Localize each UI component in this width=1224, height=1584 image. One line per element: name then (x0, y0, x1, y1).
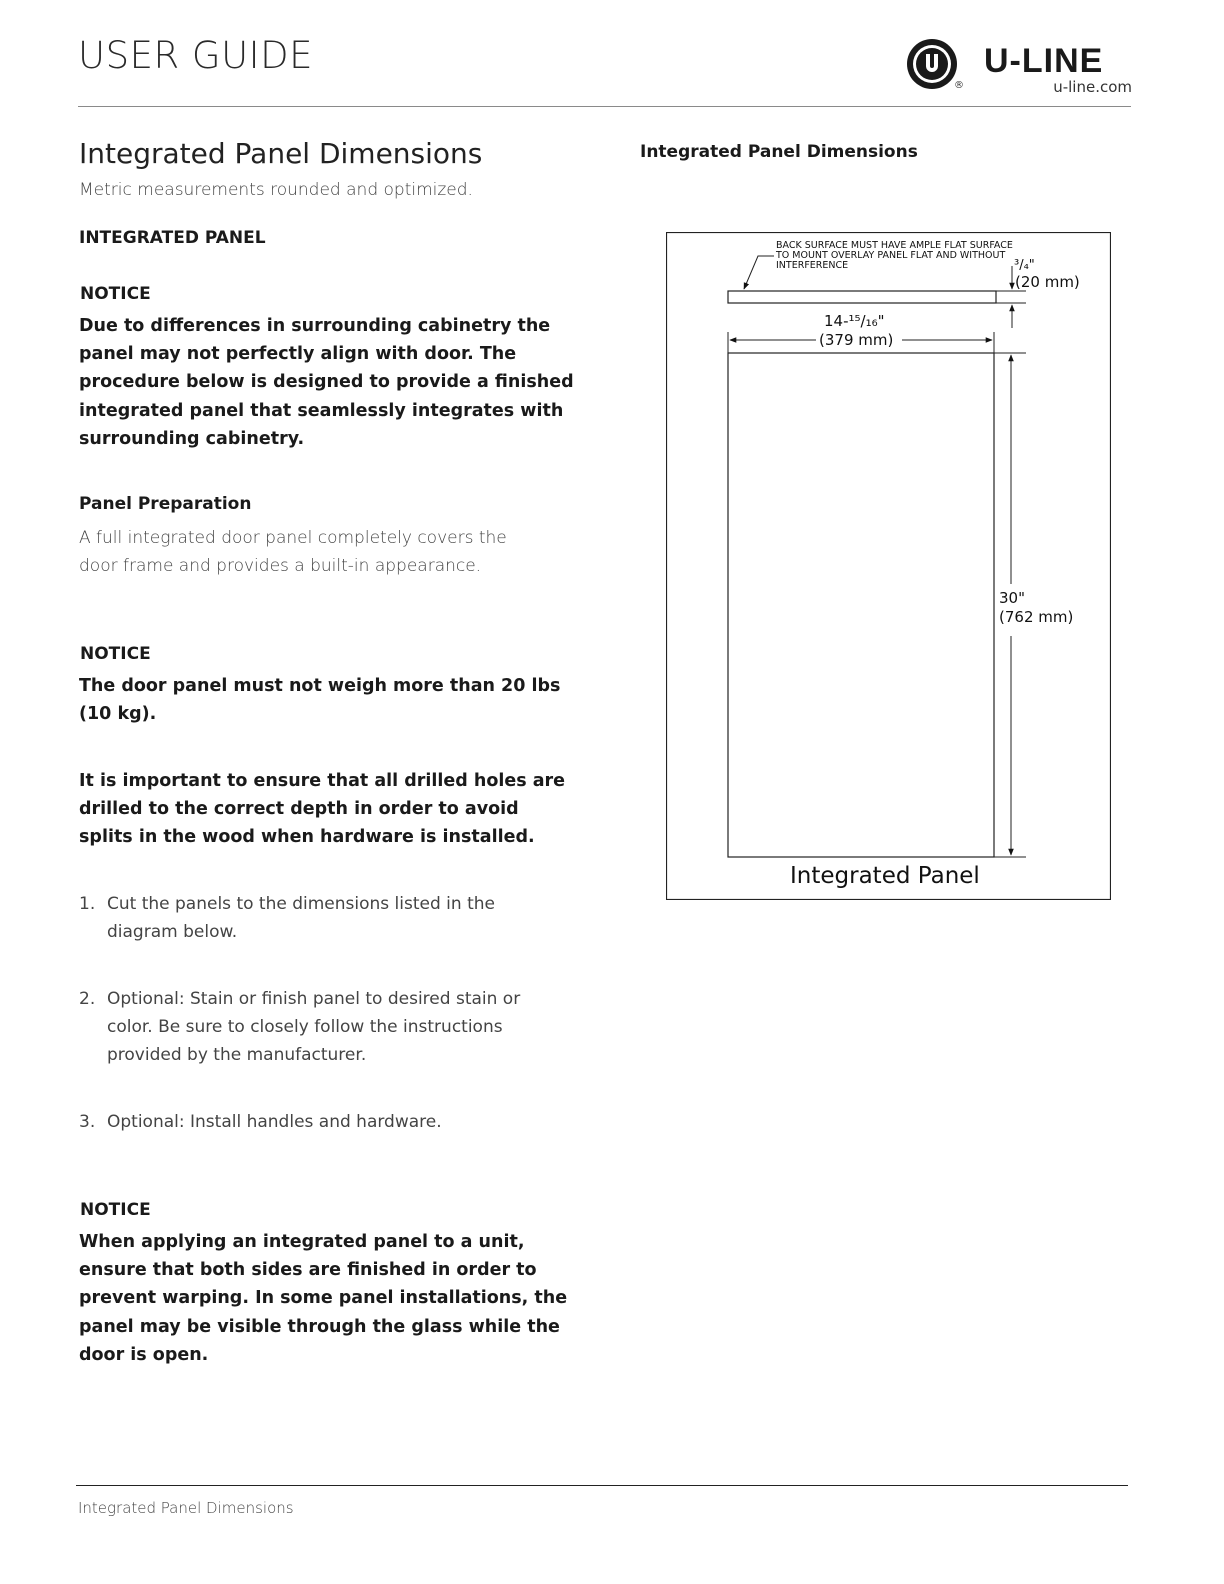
note-leader (744, 256, 774, 289)
doc-title: USER GUIDE (78, 34, 313, 77)
notice-text-1: Due to differences in surrounding cabinetry the panel may not perfectly align with door. The procedure below is designed to provide a finished integrated panel that seamlessly integrates with surrounding cabinetry. (79, 316, 574, 449)
list-text: Cut the panels to the dimensions listed in the diagram below. (107, 894, 495, 942)
surface-note-line: TO MOUNT OVERLAY PANEL FLAT AND WITHOUT (776, 250, 1006, 261)
list-number: 3. (79, 1112, 96, 1132)
thickness-mm: (20 mm) (1015, 273, 1080, 291)
panel-preparation-heading: Panel Preparation (79, 494, 252, 514)
footer-text: Integrated Panel Dimensions (78, 1499, 294, 1517)
surface-note-line: INTERFERENCE (776, 260, 849, 271)
main-panel (728, 353, 994, 857)
notice-text-3: When applying an integrated panel to a unit, ensure that both sides are finished in order to prevent warping. In some panel installations, the panel may be visible through the glass while the door is open. (79, 1232, 568, 1365)
u-line-logo-icon (906, 38, 958, 90)
surface-note-line: BACK SURFACE MUST HAVE AMPLE FLAT SURFACE (776, 240, 1013, 251)
list-number: 1. (79, 894, 96, 914)
width-mm: (379 mm) (819, 331, 894, 349)
brand-name: U-LINE (984, 42, 1104, 80)
notice-label-1: NOTICE (80, 284, 151, 304)
height-mm: (762 mm) (999, 608, 1074, 626)
page-title: Integrated Panel Dimensions (79, 137, 483, 170)
brand-logo (906, 38, 1138, 98)
panel-top-edge (728, 291, 996, 303)
section-integrated-panel: INTEGRATED PANEL (79, 228, 266, 248)
diagram-caption: Integrated Panel (790, 863, 980, 889)
page-subtitle: Metric measurements rounded and optimized. (79, 180, 473, 200)
notice-label-3: NOTICE (80, 1200, 151, 1220)
header-divider (78, 106, 1131, 107)
important-text: It is important to ensure that all drilled holes are drilled to the correct depth in order to avoid splits in the wood when hardware is installed. (79, 771, 566, 848)
surface-note (776, 241, 1013, 271)
notice-label-2: NOTICE (80, 644, 151, 664)
website-link[interactable]: u-line.com (1053, 78, 1132, 96)
list-text: Optional: Install handles and hardware. (107, 1112, 442, 1132)
panel-preparation-text: A full integrated door panel completely covers the door frame and provides a built-in appearance. (79, 528, 507, 576)
list-text: Optional: Stain or finish panel to desired stain or color. Be sure to closely follow the instructions provided by the manufacturer. (107, 989, 521, 1065)
notice-text-2: The door panel must not weigh more than 20 lbs (10 kg). (79, 676, 561, 725)
footer-divider (76, 1485, 1128, 1486)
width-inches: 14-¹⁵/₁₆" (824, 312, 885, 330)
height-inches: 30" (999, 589, 1025, 607)
dimension-diagram (666, 232, 1111, 900)
list-number: 2. (79, 989, 96, 1009)
registered-mark: ® (954, 80, 964, 91)
thickness-inches: ³/₄" (1014, 258, 1035, 273)
diagram-heading: Integrated Panel Dimensions (640, 142, 918, 162)
